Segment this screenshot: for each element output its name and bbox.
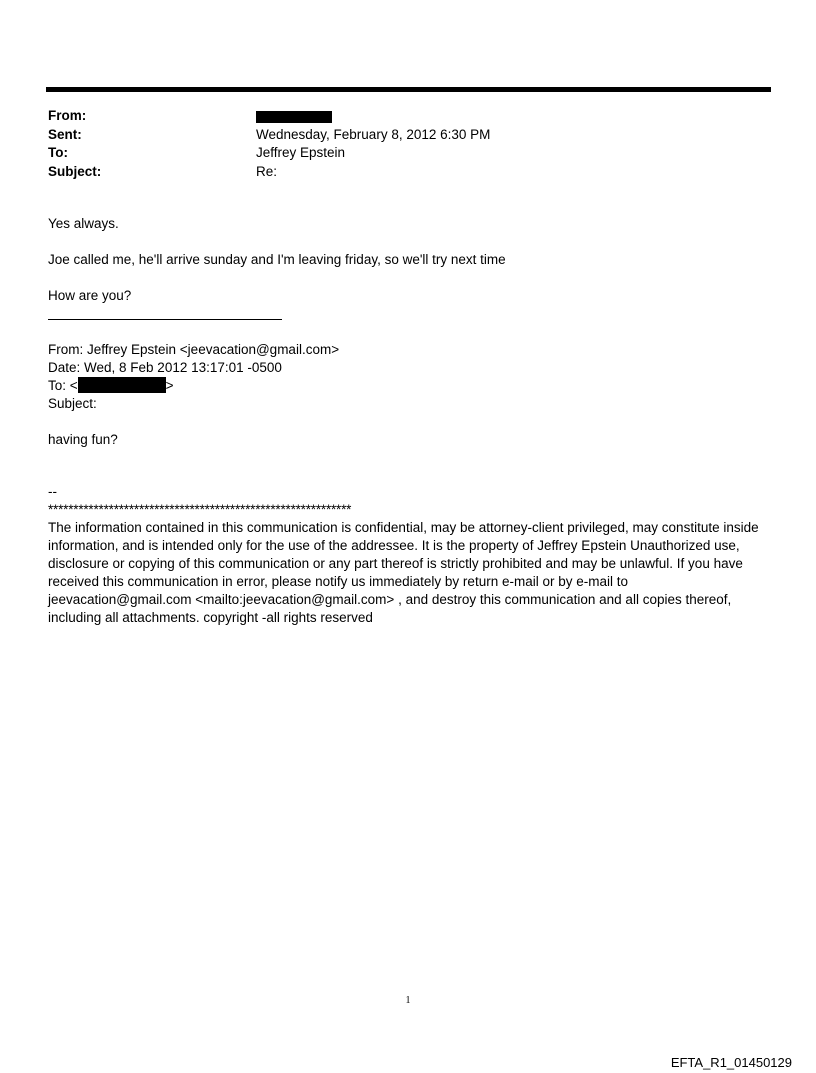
to-label: To: (48, 145, 68, 160)
from-row (48, 107, 490, 126)
sent-row (48, 126, 490, 145)
confidentiality-disclaimer: The information contained in this communication is confidential, may be attorney-client privileged, may constitute inside information, and is intended only for the use of the addressee. It is the property of Jeffrey Epstein Unauthorized use, disclosure or copying of this communication or any part thereof is strictly prohibited and may be unlawful. If you have received this communication in error, please notify us immediately by return e-mail or by e-mail to jeevacation@gmail.com <mailto:jeevacation@gmail.com> , and destroy this communication and all copies thereof, including all attachments. copyright -all rights reserved (48, 520, 759, 625)
signature-stars: ************************************************************ (48, 502, 352, 517)
signature-dashes: -- (48, 484, 57, 499)
quoted-date: Date: Wed, 8 Feb 2012 13:17:01 -0500 (48, 360, 282, 375)
quoted-subject: Subject: (48, 396, 97, 411)
redaction-box (78, 377, 166, 393)
quoted-to (48, 377, 339, 395)
from-value (256, 107, 332, 126)
sent-label: Sent: (48, 126, 82, 142)
document-id: EFTA_R1_01450129 (670, 1055, 792, 1070)
redaction-box (256, 111, 332, 123)
subject-value: Re: (256, 163, 278, 179)
body-line-2: Joe called me, he'll arrive sunday and I'm leaving friday, so we'll try next time (48, 252, 506, 267)
sent-value: Wednesday, February 8, 2012 6:30 PM (256, 126, 491, 142)
to-row (48, 144, 490, 163)
quoted-body: having fun? (48, 432, 118, 447)
quoted-from: From: Jeffrey Epstein <jeevacation@gmail.com> (48, 342, 340, 357)
email-header (48, 107, 490, 181)
page-number: 1 (405, 995, 411, 1006)
subject-label: Subject: (48, 163, 102, 179)
reply-divider (48, 319, 282, 320)
header-divider-rule (46, 87, 771, 92)
spacer (48, 413, 339, 431)
subject-row (48, 163, 490, 182)
body-line-3: How are you? (48, 288, 132, 303)
quoted-to-prefix: To: < (48, 378, 78, 393)
quoted-message (48, 341, 339, 449)
quoted-to-suffix: > (165, 378, 174, 393)
to-value: Jeffrey Epstein (256, 145, 346, 160)
from-label: From: (48, 108, 87, 123)
body-line-1: Yes always. (48, 216, 119, 231)
